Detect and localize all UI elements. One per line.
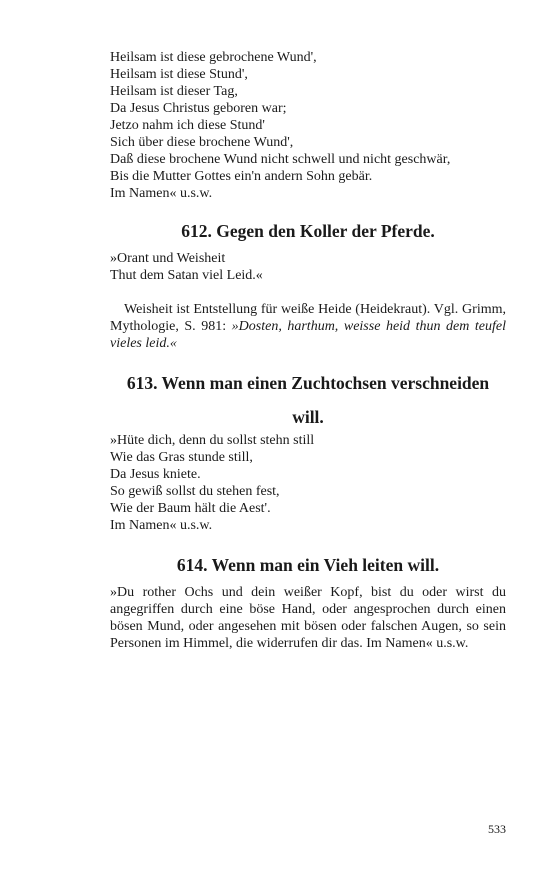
- page-content: [110, 46, 506, 652]
- verse-line: Jetzo nahm ich diese Stund': [110, 118, 265, 133]
- verse-line: Daß diese brochene Wund nicht schwell und nicht geschwär,: [110, 152, 451, 167]
- verse-line: Da Jesus kniete.: [110, 467, 201, 482]
- verse-line: Sich über diese brochene Wund',: [110, 135, 294, 150]
- page-number: 533: [488, 822, 506, 836]
- verse-line: So gewiß sollst du stehen fest,: [110, 484, 280, 499]
- verse-line: Im Namen« u.s.w.: [110, 186, 213, 201]
- verse-line: »Orant und Weisheit: [110, 251, 226, 266]
- verse-line: Wie das Gras stunde still,: [110, 450, 253, 465]
- verse-line: Heilsam ist dieser Tag,: [110, 84, 238, 99]
- section-613-title-line1: 613. Wenn man einen Zuchtochsen verschneiden: [126, 373, 490, 393]
- verse-613: [110, 432, 506, 534]
- verse-line: Bis die Mutter Gottes ein'n andern Sohn gebär.: [110, 169, 373, 184]
- section-612-title: 612. Gegen den Koller der Pferde.: [181, 221, 435, 241]
- section-612-note: [110, 301, 506, 352]
- note-plain-text: Weisheit ist Entstellung für weiße Heide (Heidekraut). Vgl. Grimm, Mythologie, S. 981:: [110, 302, 506, 334]
- verse-612: [110, 250, 506, 284]
- verse-611-tail: [110, 49, 506, 202]
- section-613-title: [110, 372, 506, 428]
- verse-line: Da Jesus Christus geboren war;: [110, 101, 287, 116]
- verse-line: Heilsam ist diese Stund',: [110, 67, 248, 82]
- verse-line: Thut dem Satan viel Leid.«: [110, 268, 263, 283]
- section-614-text: »Du rother Ochs und dein weißer Kopf, bist du oder wirst du angegriffen durch eine böse Hand, oder angesprochen durch einen bösen Mund, oder angesehen mit bösen oder falschen Augen, so sein Personen im Himmel, die widerrufen dir das. Im Namen« u.s.w.: [110, 585, 506, 651]
- section-614-title: 614. Wenn man ein Vieh leiten will.: [176, 555, 440, 575]
- verse-line: Im Namen« u.s.w.: [110, 518, 213, 533]
- verse-line: »Hüte dich, denn du sollst stehn still: [110, 433, 315, 448]
- verse-line: Wie der Baum hält die Aest'.: [110, 501, 271, 516]
- verse-line: Heilsam ist diese gebrochene Wund',: [110, 50, 317, 65]
- section-613-title-line2: will.: [292, 407, 324, 427]
- note-italic-quote: »Dosten, harthum, weisse heid thun dem teufel vieles leid.«: [110, 319, 507, 351]
